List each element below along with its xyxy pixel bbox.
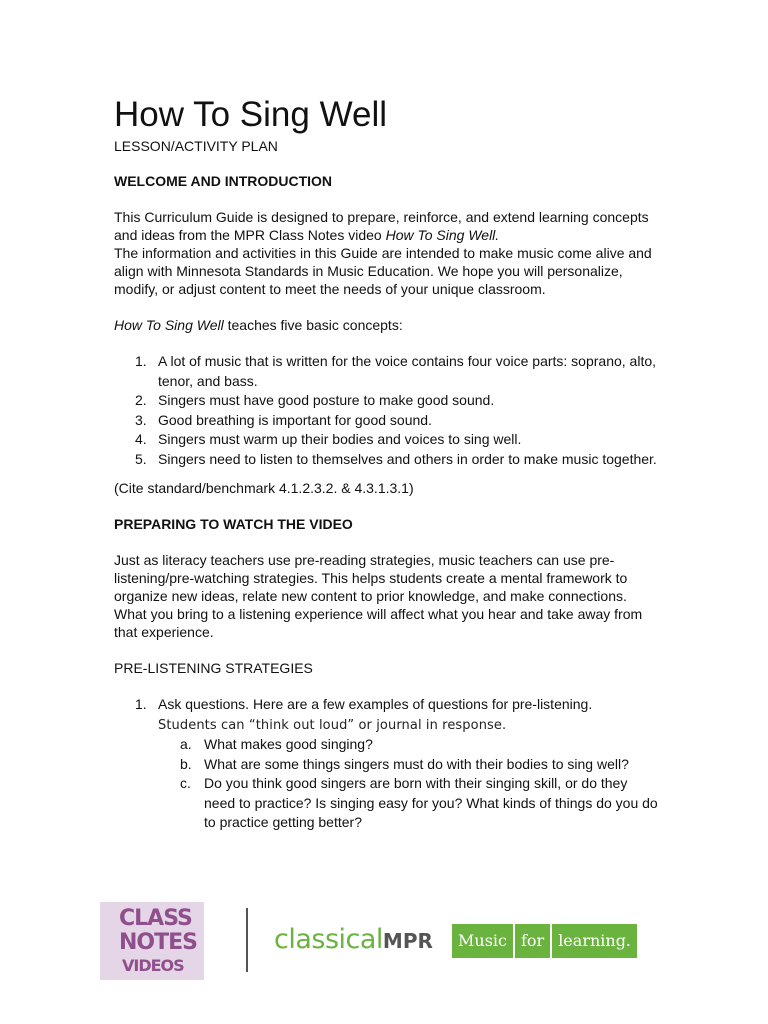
list-item: 4. Singers must warm up their bodies and voices to sing well.	[135, 431, 522, 447]
question-sublist	[158, 735, 659, 833]
welcome-paragraph-1: This Curriculum Guide is designed to prepare, reinforce, and extend learning concepts and ideas from the MPR Class Notes video How To Sing Well.	[114, 209, 649, 243]
list-item: 5. Singers need to listen to themselves and others in order to make music together.	[135, 450, 657, 467]
page-subtitle: LESSON/ACTIVITY PLAN	[114, 138, 278, 154]
concepts-list	[114, 352, 659, 469]
list-item: 1. Ask questions. Here are a few examples of questions for pre-listening. Students can “think out loud” or journal in response. a. What makes good singing? b. What are some things singers must do with their bodies to sing well? c. Do you think good singers are born with their singing skill, or do they need to practice? Is singing easy for you? What kinds of things do you do to practice getting better?	[114, 695, 659, 833]
list-item: b. What are some things singers must do with their bodies to sing well?	[180, 755, 629, 772]
list-item: 3. Good breathing is important for good sound.	[135, 411, 432, 428]
classical-mpr-logo: classicalMPR	[274, 924, 433, 955]
class-notes-videos-logo: CLASS NOTES VIDEOS	[100, 902, 204, 980]
list-item: a. What makes good singing?	[180, 736, 373, 752]
document-body	[114, 93, 659, 843]
welcome-heading: WELCOME AND INTRODUCTION	[114, 173, 333, 189]
concepts-intro: How To Sing Well teaches five basic concepts:	[114, 317, 403, 333]
preparing-paragraph: Just as literacy teachers use pre-reading strategies, music teachers can use pre-listening/pre-watching strategies. This helps students create a mental framework to organize new ideas, relate new content to prior knowledge, and make connections. What you bring to a listening experience will affect what you hear and take away from that experience.	[114, 552, 643, 640]
footer-logos	[100, 898, 660, 982]
standards-citation: (Cite standard/benchmark 4.1.2.3.2. & 4.3.1.3.1)	[114, 480, 414, 496]
list-item: c. Do you think good singers are born with their singing skill, or do they need to practice? Is singing easy for you? What kinds of things do you do to practice getting better?	[180, 775, 658, 830]
logo-divider	[246, 908, 248, 972]
strategies-list	[114, 695, 659, 833]
music-for-learning-logo: Music for learning.	[452, 924, 637, 958]
strategies-heading: PRE-LISTENING STRATEGIES	[114, 660, 313, 676]
journal-note: Students can “think out loud” or journal in response.	[158, 717, 507, 733]
list-item: 2. Singers must have good posture to make good sound.	[135, 392, 495, 408]
list-item: 1. A lot of music that is written for the voice contains four voice parts: soprano, alto, tenor, and bass.	[135, 353, 657, 389]
preparing-heading: PREPARING TO WATCH THE VIDEO	[114, 516, 353, 532]
page-title: How To Sing Well	[114, 95, 387, 134]
welcome-paragraph-2: The information and activities in this Guide are intended to make music come alive and align with Minnesota Standards in Music Education. We hope you will personalize, modify, or adjust content to meet the needs of your unique classroom.	[114, 245, 652, 297]
